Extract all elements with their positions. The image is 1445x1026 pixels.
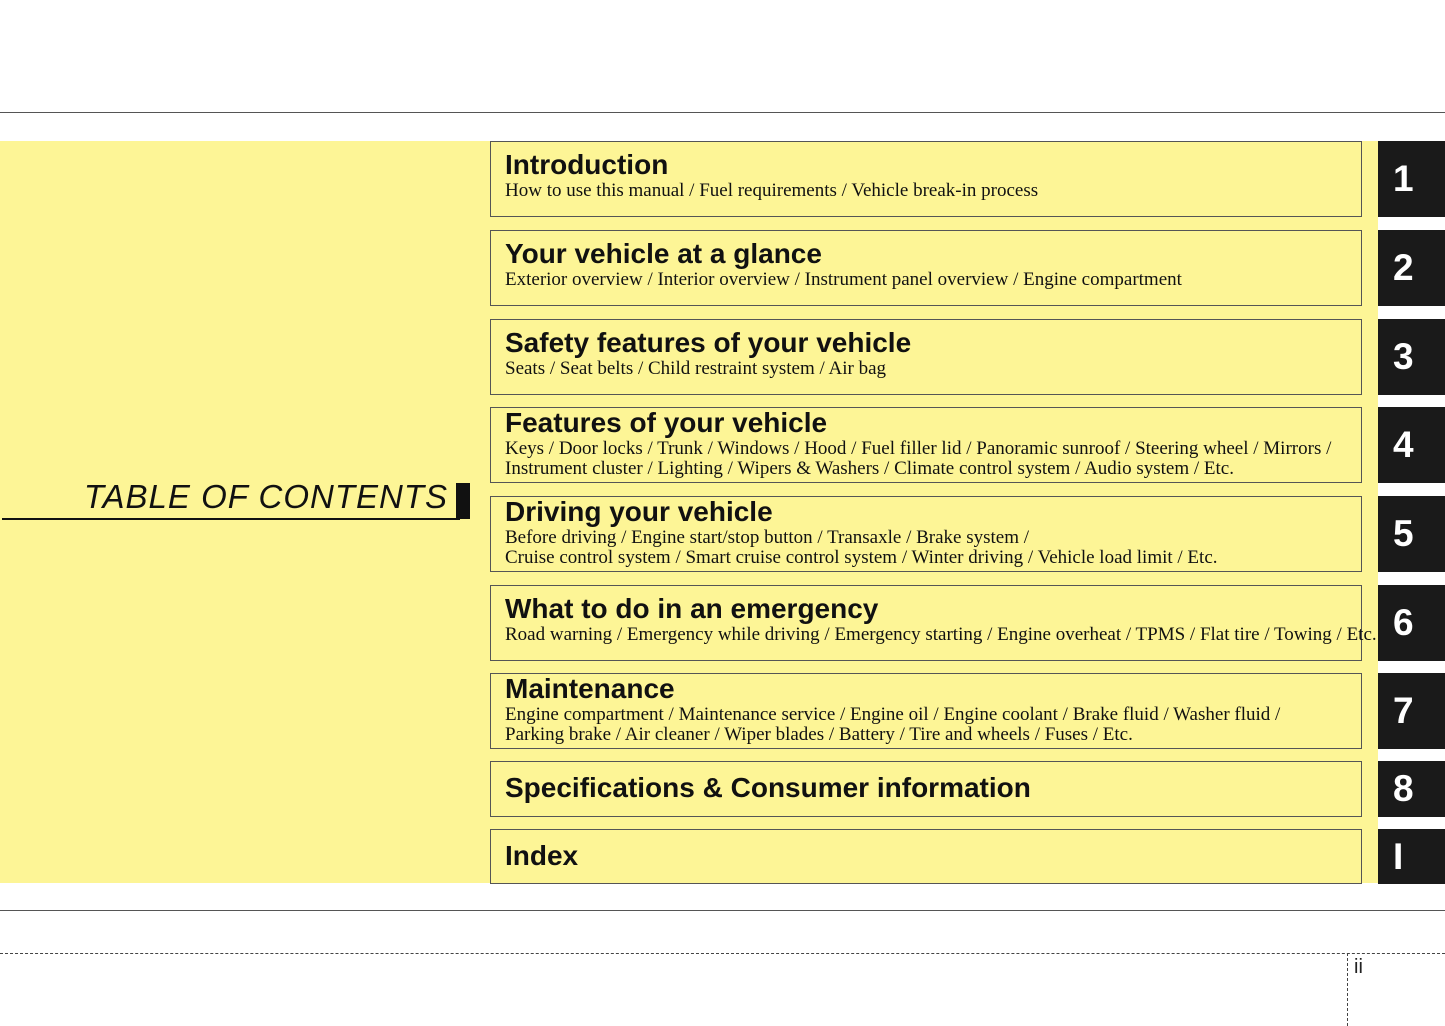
chapter-desc: Engine compartment / Maintenance service / Engine oil / Engine coolant / Brake fluid / Washer fluid / [505, 704, 1281, 725]
chapter-5-link[interactable] [490, 496, 1362, 572]
toc-title-underline [2, 518, 460, 520]
chapter-tab-7[interactable]: 7 [1378, 673, 1445, 749]
chapter-title: Specifications & Consumer information [505, 772, 1031, 803]
chapter-tab-index[interactable]: I [1378, 829, 1445, 884]
chapter-tab-6[interactable]: 6 [1378, 585, 1445, 661]
chapter-title: What to do in an emergency [505, 593, 879, 624]
chapter-title: Features of your vehicle [505, 407, 828, 438]
chapter-6-link[interactable] [490, 585, 1377, 661]
toc-title: TABLE OF CONTENTS [83, 478, 448, 515]
chapter-2-link[interactable] [490, 230, 1362, 306]
chapter-tab-5[interactable]: 5 [1378, 496, 1445, 572]
chapter-tab-1[interactable]: 1 [1378, 141, 1445, 217]
chapter-desc: How to use this manual / Fuel requirements / Vehicle break-in process [505, 180, 1039, 201]
chapter-desc: Keys / Door locks / Trunk / Windows / Hood / Fuel filler lid / Panoramic sunroof / Steering wheel / Mirrors / [505, 438, 1332, 459]
chapter-tab-8[interactable]: 8 [1378, 761, 1445, 817]
chapter-7-link[interactable] [490, 673, 1362, 749]
chapter-title: Driving your vehicle [505, 496, 773, 527]
chapter-3-link[interactable] [490, 319, 1362, 395]
chapter-list [490, 141, 1445, 883]
top-rule [0, 112, 1445, 113]
chapter-desc: Exterior overview / Interior overview / Instrument panel overview / Engine compartment [505, 269, 1182, 290]
chapter-title: Safety features of your vehicle [505, 327, 912, 358]
chapter-desc: Seats / Seat belts / Child restraint system / Air bag [505, 358, 887, 379]
chapter-title: Your vehicle at a glance [505, 238, 822, 269]
chapter-desc: Before driving / Engine start/stop button / Transaxle / Brake system / [505, 527, 1030, 548]
chapter-index-link[interactable] [490, 829, 1362, 884]
chapter-tab-2[interactable]: 2 [1378, 230, 1445, 306]
chapter-title: Maintenance [505, 673, 675, 704]
bottom-rule [0, 910, 1445, 911]
toc-title-bar [456, 483, 470, 519]
chapter-8-link[interactable] [490, 761, 1362, 817]
chapter-desc: Parking brake / Air cleaner / Wiper blades / Battery / Tire and wheels / Fuses / Etc. [505, 724, 1133, 745]
chapter-title: Index [505, 840, 579, 871]
chapter-tab-4[interactable]: 4 [1378, 407, 1445, 483]
chapter-1-link[interactable] [490, 141, 1362, 217]
footer-dashed-divider [1347, 953, 1348, 1026]
page-number: ii [1354, 956, 1363, 978]
chapter-desc: Instrument cluster / Lighting / Wipers & Washers / Climate control system / Audio system / Etc. [505, 458, 1234, 479]
toc-heading [2, 478, 470, 520]
chapter-4-link[interactable] [490, 407, 1362, 483]
chapter-desc: Road warning / Emergency while driving / Emergency starting / Engine overheat / TPMS / Flat tire / Towing / Etc. [505, 624, 1377, 645]
chapter-desc: Cruise control system / Smart cruise control system / Winter driving / Vehicle load limit / Etc. [505, 547, 1218, 568]
footer-dashed-rule [0, 953, 1445, 954]
chapter-title: Introduction [505, 149, 669, 180]
chapter-tab-3[interactable]: 3 [1378, 319, 1445, 395]
